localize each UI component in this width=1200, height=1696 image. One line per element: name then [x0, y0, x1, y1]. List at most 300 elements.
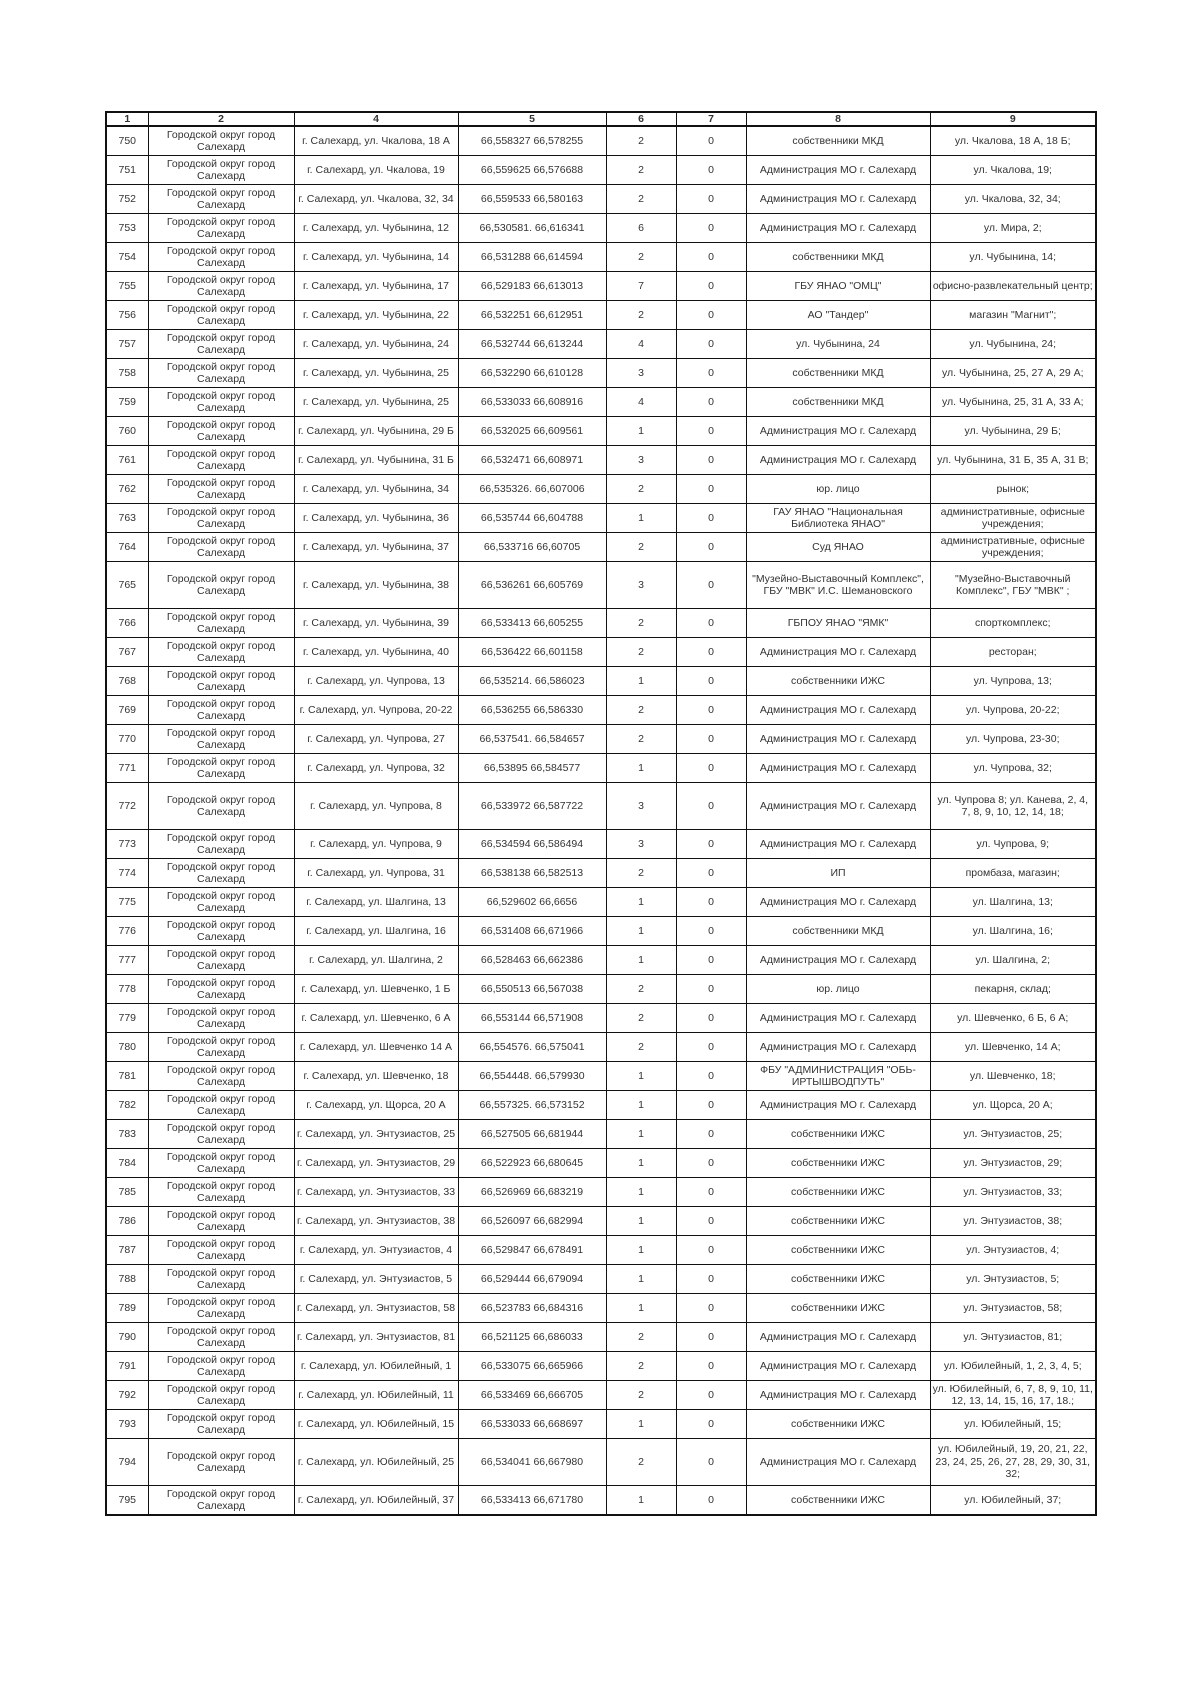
- cell-owner: ГАУ ЯНАО "Национальная Библиотека ЯНАО": [746, 504, 930, 533]
- cell-served-objects: ул. Энтузиастов, 5;: [930, 1265, 1096, 1294]
- cell-owner: Администрация МО г. Салехард: [746, 1033, 930, 1062]
- cell-address: г. Салехард, ул. Чубынина, 29 Б: [294, 417, 458, 446]
- table-row: [106, 1207, 1096, 1236]
- cell-owner: собственники МКД: [746, 917, 930, 946]
- cell-owner: собственники МКД: [746, 243, 930, 272]
- cell-coordinates: 66,529847 66,678491: [458, 1236, 606, 1265]
- document-page: [105, 111, 1095, 1516]
- cell-owner: Администрация МО г. Салехард: [746, 754, 930, 783]
- cell-served-objects: ул. Энтузиастов, 25;: [930, 1120, 1096, 1149]
- cell-containers-extra: 0: [676, 214, 746, 243]
- cell-served-objects: ул. Энтузиастов, 38;: [930, 1207, 1096, 1236]
- cell-served-objects: пекарня, склад;: [930, 975, 1096, 1004]
- cell-served-objects: административные, офисные учреждения;: [930, 533, 1096, 562]
- table-row: [106, 272, 1096, 301]
- cell-address: г. Салехард, ул. Юбилейный, 11: [294, 1381, 458, 1410]
- cell-served-objects: ул. Чубынина, 25, 27 А, 29 А;: [930, 359, 1096, 388]
- cell-served-objects: ул. Чупрова, 9;: [930, 830, 1096, 859]
- cell-served-objects: ул. Энтузиастов, 29;: [930, 1149, 1096, 1178]
- table-row: [106, 1149, 1096, 1178]
- cell-owner: собственники МКД: [746, 126, 930, 156]
- cell-municipality: Городской округ город Салехард: [148, 1062, 294, 1091]
- cell-containers-count: 1: [606, 917, 676, 946]
- cell-row-number: 771: [106, 754, 148, 783]
- cell-municipality: Городской округ город Салехард: [148, 1207, 294, 1236]
- cell-containers-extra: 0: [676, 330, 746, 359]
- cell-coordinates: 66,527505 66,681944: [458, 1120, 606, 1149]
- cell-municipality: Городской округ город Салехард: [148, 696, 294, 725]
- cell-municipality: Городской округ город Салехард: [148, 185, 294, 214]
- cell-municipality: Городской округ город Салехард: [148, 272, 294, 301]
- cell-coordinates: 66,533075 66,665966: [458, 1352, 606, 1381]
- cell-municipality: Городской округ город Салехард: [148, 946, 294, 975]
- table-row: [106, 1062, 1096, 1091]
- cell-address: г. Салехард, ул. Чупрова, 32: [294, 754, 458, 783]
- registry-table: [105, 111, 1097, 1516]
- cell-owner: собственники ИЖС: [746, 1410, 930, 1439]
- cell-containers-extra: 0: [676, 638, 746, 667]
- cell-served-objects: ул. Шалгина, 16;: [930, 917, 1096, 946]
- cell-municipality: Городской округ город Салехард: [148, 1178, 294, 1207]
- cell-coordinates: 66,533469 66,666705: [458, 1381, 606, 1410]
- table-row: [106, 126, 1096, 156]
- cell-containers-extra: 0: [676, 272, 746, 301]
- cell-containers-extra: 0: [676, 859, 746, 888]
- cell-containers-count: 2: [606, 533, 676, 562]
- cell-address: г. Салехард, ул. Энтузиастов, 38: [294, 1207, 458, 1236]
- cell-row-number: 753: [106, 214, 148, 243]
- cell-owner: собственники ИЖС: [746, 1265, 930, 1294]
- cell-owner: Администрация МО г. Салехард: [746, 725, 930, 754]
- cell-owner: АО "Тандер": [746, 301, 930, 330]
- cell-containers-extra: 0: [676, 1004, 746, 1033]
- table-row: [106, 417, 1096, 446]
- cell-containers-count: 2: [606, 243, 676, 272]
- cell-row-number: 759: [106, 388, 148, 417]
- cell-municipality: Городской округ город Салехард: [148, 1265, 294, 1294]
- cell-row-number: 773: [106, 830, 148, 859]
- cell-served-objects: ул. Чкалова, 32, 34;: [930, 185, 1096, 214]
- cell-address: г. Салехард, ул. Чупрова, 9: [294, 830, 458, 859]
- table-row: [106, 1236, 1096, 1265]
- cell-containers-count: 2: [606, 1004, 676, 1033]
- cell-owner: юр. лицо: [746, 975, 930, 1004]
- table-header: [106, 112, 1096, 126]
- cell-municipality: Городской округ город Салехард: [148, 667, 294, 696]
- cell-municipality: Городской округ город Салехард: [148, 1381, 294, 1410]
- cell-row-number: 764: [106, 533, 148, 562]
- cell-owner: Администрация МО г. Салехард: [746, 214, 930, 243]
- cell-row-number: 780: [106, 1033, 148, 1062]
- cell-row-number: 781: [106, 1062, 148, 1091]
- cell-address: г. Салехард, ул. Шалгина, 2: [294, 946, 458, 975]
- cell-containers-count: 2: [606, 185, 676, 214]
- cell-owner: Администрация МО г. Салехард: [746, 1439, 930, 1486]
- cell-address: г. Салехард, ул. Чупрова, 31: [294, 859, 458, 888]
- cell-row-number: 788: [106, 1265, 148, 1294]
- cell-coordinates: 66,554448. 66,579930: [458, 1062, 606, 1091]
- cell-containers-extra: 0: [676, 359, 746, 388]
- cell-coordinates: 66,538138 66,582513: [458, 859, 606, 888]
- cell-containers-count: 1: [606, 1236, 676, 1265]
- cell-municipality: Городской округ город Салехард: [148, 504, 294, 533]
- cell-served-objects: спорткомплекс;: [930, 609, 1096, 638]
- table-row: [106, 609, 1096, 638]
- cell-row-number: 778: [106, 975, 148, 1004]
- cell-containers-extra: 0: [676, 533, 746, 562]
- cell-row-number: 761: [106, 446, 148, 475]
- cell-served-objects: ул. Чупрова, 13;: [930, 667, 1096, 696]
- cell-served-objects: ул. Шевченко, 18;: [930, 1062, 1096, 1091]
- cell-address: г. Салехард, ул. Энтузиастов, 81: [294, 1323, 458, 1352]
- cell-coordinates: 66,532471 66,608971: [458, 446, 606, 475]
- cell-address: г. Салехард, ул. Чубынина, 25: [294, 388, 458, 417]
- cell-served-objects: ул. Чкалова, 19;: [930, 156, 1096, 185]
- cell-served-objects: ул. Юбилейный, 15;: [930, 1410, 1096, 1439]
- cell-containers-count: 2: [606, 1033, 676, 1062]
- cell-containers-extra: 0: [676, 1381, 746, 1410]
- cell-containers-extra: 0: [676, 1033, 746, 1062]
- cell-address: г. Салехард, ул. Шевченко, 1 Б: [294, 975, 458, 1004]
- table-row: [106, 446, 1096, 475]
- cell-served-objects: ул. Чубынина, 31 Б, 35 А, 31 В;: [930, 446, 1096, 475]
- table-row: [106, 1381, 1096, 1410]
- cell-containers-count: 1: [606, 1265, 676, 1294]
- cell-row-number: 777: [106, 946, 148, 975]
- cell-address: г. Салехард, ул. Чубынина, 12: [294, 214, 458, 243]
- cell-address: г. Салехард, ул. Энтузиастов, 5: [294, 1265, 458, 1294]
- table-row: [106, 185, 1096, 214]
- header-cell: 5: [458, 112, 606, 126]
- cell-municipality: Городской округ город Салехард: [148, 417, 294, 446]
- cell-coordinates: 66,526969 66,683219: [458, 1178, 606, 1207]
- cell-coordinates: 66,533972 66,587722: [458, 783, 606, 830]
- cell-municipality: Городской округ город Салехард: [148, 156, 294, 185]
- cell-served-objects: ул. Юбилейный, 37;: [930, 1486, 1096, 1516]
- cell-containers-extra: 0: [676, 243, 746, 272]
- cell-containers-count: 7: [606, 272, 676, 301]
- cell-coordinates: 66,557325. 66,573152: [458, 1091, 606, 1120]
- cell-containers-extra: 0: [676, 830, 746, 859]
- cell-coordinates: 66,550513 66,567038: [458, 975, 606, 1004]
- cell-containers-extra: 0: [676, 1149, 746, 1178]
- cell-municipality: Городской округ город Салехард: [148, 888, 294, 917]
- cell-served-objects: ул. Чупрова, 23-30;: [930, 725, 1096, 754]
- cell-address: г. Салехард, ул. Юбилейный, 25: [294, 1439, 458, 1486]
- table-row: [106, 504, 1096, 533]
- header-cell: 4: [294, 112, 458, 126]
- cell-containers-count: 1: [606, 1294, 676, 1323]
- cell-row-number: 786: [106, 1207, 148, 1236]
- cell-municipality: Городской округ город Салехард: [148, 754, 294, 783]
- cell-containers-extra: 0: [676, 754, 746, 783]
- cell-address: г. Салехард, ул. Шалгина, 16: [294, 917, 458, 946]
- cell-address: г. Салехард, ул. Чкалова, 32, 34: [294, 185, 458, 214]
- cell-containers-extra: 0: [676, 1062, 746, 1091]
- cell-address: г. Салехард, ул. Чубынина, 25: [294, 359, 458, 388]
- table-row: [106, 301, 1096, 330]
- cell-containers-count: 1: [606, 1149, 676, 1178]
- cell-municipality: Городской округ город Салехард: [148, 1091, 294, 1120]
- cell-municipality: Городской округ город Салехард: [148, 475, 294, 504]
- cell-coordinates: 66,522923 66,680645: [458, 1149, 606, 1178]
- cell-row-number: 782: [106, 1091, 148, 1120]
- cell-address: г. Салехард, ул. Чубынина, 36: [294, 504, 458, 533]
- cell-owner: Администрация МО г. Салехард: [746, 185, 930, 214]
- cell-served-objects: ул. Энтузиастов, 4;: [930, 1236, 1096, 1265]
- cell-municipality: Городской округ город Салехард: [148, 301, 294, 330]
- cell-coordinates: 66,553144 66,571908: [458, 1004, 606, 1033]
- cell-served-objects: ул. Чкалова, 18 А, 18 Б;: [930, 126, 1096, 156]
- cell-row-number: 763: [106, 504, 148, 533]
- cell-row-number: 754: [106, 243, 148, 272]
- cell-address: г. Салехард, ул. Чкалова, 19: [294, 156, 458, 185]
- cell-municipality: Городской округ город Салехард: [148, 243, 294, 272]
- cell-served-objects: ул. Шалгина, 2;: [930, 946, 1096, 975]
- cell-containers-count: 2: [606, 156, 676, 185]
- cell-municipality: Городской округ город Салехард: [148, 1323, 294, 1352]
- cell-address: г. Салехард, ул. Энтузиастов, 29: [294, 1149, 458, 1178]
- cell-containers-extra: 0: [676, 1323, 746, 1352]
- cell-address: г. Салехард, ул. Чубынина, 40: [294, 638, 458, 667]
- cell-row-number: 752: [106, 185, 148, 214]
- cell-served-objects: ул. Юбилейный, 1, 2, 3, 4, 5;: [930, 1352, 1096, 1381]
- cell-containers-count: 1: [606, 1091, 676, 1120]
- table-row: [106, 946, 1096, 975]
- cell-address: г. Салехард, ул. Чубынина, 37: [294, 533, 458, 562]
- cell-row-number: 769: [106, 696, 148, 725]
- cell-row-number: 794: [106, 1439, 148, 1486]
- cell-owner: Администрация МО г. Салехард: [746, 946, 930, 975]
- cell-served-objects: ул. Щорса, 20 А;: [930, 1091, 1096, 1120]
- cell-containers-count: 2: [606, 859, 676, 888]
- cell-coordinates: 66,529444 66,679094: [458, 1265, 606, 1294]
- cell-coordinates: 66,530581. 66,616341: [458, 214, 606, 243]
- cell-containers-count: 1: [606, 504, 676, 533]
- table-row: [106, 1033, 1096, 1062]
- cell-address: г. Салехард, ул. Юбилейный, 37: [294, 1486, 458, 1516]
- cell-containers-count: 3: [606, 359, 676, 388]
- cell-address: г. Салехард, ул. Шевченко 14 А: [294, 1033, 458, 1062]
- cell-coordinates: 66,532290 66,610128: [458, 359, 606, 388]
- cell-owner: Администрация МО г. Салехард: [746, 1004, 930, 1033]
- cell-owner: юр. лицо: [746, 475, 930, 504]
- cell-row-number: 791: [106, 1352, 148, 1381]
- table-row: [106, 1323, 1096, 1352]
- cell-address: г. Салехард, ул. Чубынина, 31 Б: [294, 446, 458, 475]
- table-row: [106, 330, 1096, 359]
- cell-containers-count: 1: [606, 417, 676, 446]
- cell-row-number: 760: [106, 417, 148, 446]
- table-row: [106, 1004, 1096, 1033]
- cell-coordinates: 66,523783 66,684316: [458, 1294, 606, 1323]
- cell-address: г. Салехард, ул. Энтузиастов, 4: [294, 1236, 458, 1265]
- cell-municipality: Городской округ город Салехард: [148, 330, 294, 359]
- cell-address: г. Салехард, ул. Энтузиастов, 33: [294, 1178, 458, 1207]
- cell-row-number: 793: [106, 1410, 148, 1439]
- cell-containers-count: 4: [606, 330, 676, 359]
- cell-municipality: Городской округ город Салехард: [148, 1236, 294, 1265]
- cell-served-objects: ресторан;: [930, 638, 1096, 667]
- cell-served-objects: ул. Энтузиастов, 58;: [930, 1294, 1096, 1323]
- table-row: [106, 917, 1096, 946]
- cell-containers-extra: 0: [676, 417, 746, 446]
- cell-municipality: Городской округ город Салехард: [148, 917, 294, 946]
- table-row: [106, 754, 1096, 783]
- cell-municipality: Городской округ город Салехард: [148, 1352, 294, 1381]
- cell-containers-extra: 0: [676, 1178, 746, 1207]
- cell-containers-extra: 0: [676, 504, 746, 533]
- cell-containers-count: 2: [606, 1323, 676, 1352]
- cell-containers-extra: 0: [676, 1439, 746, 1486]
- cell-owner: Администрация МО г. Салехард: [746, 1352, 930, 1381]
- table-row: [106, 1439, 1096, 1486]
- cell-row-number: 768: [106, 667, 148, 696]
- cell-served-objects: административные, офисные учреждения;: [930, 504, 1096, 533]
- cell-municipality: Городской округ город Салехард: [148, 562, 294, 609]
- cell-coordinates: 66,558327 66,578255: [458, 126, 606, 156]
- cell-served-objects: ул. Чупрова, 20-22;: [930, 696, 1096, 725]
- table-row: [106, 888, 1096, 917]
- cell-coordinates: 66,532251 66,612951: [458, 301, 606, 330]
- cell-containers-count: 2: [606, 1352, 676, 1381]
- table-row: [106, 1120, 1096, 1149]
- cell-municipality: Городской округ город Салехард: [148, 1149, 294, 1178]
- cell-address: г. Салехард, ул. Чупрова, 20-22: [294, 696, 458, 725]
- table-row: [106, 859, 1096, 888]
- cell-coordinates: 66,533413 66,671780: [458, 1486, 606, 1516]
- cell-row-number: 775: [106, 888, 148, 917]
- cell-containers-extra: 0: [676, 725, 746, 754]
- cell-containers-count: 1: [606, 1178, 676, 1207]
- cell-containers-count: 1: [606, 946, 676, 975]
- cell-row-number: 770: [106, 725, 148, 754]
- cell-containers-extra: 0: [676, 185, 746, 214]
- cell-address: г. Салехард, ул. Чкалова, 18 А: [294, 126, 458, 156]
- table-row: [106, 725, 1096, 754]
- cell-containers-extra: 0: [676, 562, 746, 609]
- cell-containers-count: 4: [606, 388, 676, 417]
- cell-coordinates: 66,536422 66,601158: [458, 638, 606, 667]
- table-row: [106, 243, 1096, 272]
- cell-containers-extra: 0: [676, 888, 746, 917]
- cell-containers-count: 1: [606, 1207, 676, 1236]
- cell-owner: собственники ИЖС: [746, 1294, 930, 1323]
- cell-municipality: Городской округ город Салехард: [148, 609, 294, 638]
- cell-containers-count: 2: [606, 696, 676, 725]
- cell-containers-extra: 0: [676, 1352, 746, 1381]
- cell-coordinates: 66,533033 66,668697: [458, 1410, 606, 1439]
- table-row: [106, 214, 1096, 243]
- cell-containers-extra: 0: [676, 667, 746, 696]
- cell-containers-count: 2: [606, 301, 676, 330]
- header-cell: 1: [106, 112, 148, 126]
- cell-row-number: 792: [106, 1381, 148, 1410]
- cell-coordinates: 66,528463 66,662386: [458, 946, 606, 975]
- cell-served-objects: офисно-развлекательный центр;: [930, 272, 1096, 301]
- cell-municipality: Городской округ город Салехард: [148, 533, 294, 562]
- cell-owner: собственники ИЖС: [746, 1207, 930, 1236]
- cell-owner: собственники ИЖС: [746, 1486, 930, 1516]
- cell-served-objects: промбаза, магазин;: [930, 859, 1096, 888]
- cell-coordinates: 66,533033 66,608916: [458, 388, 606, 417]
- cell-row-number: 772: [106, 783, 148, 830]
- cell-row-number: 766: [106, 609, 148, 638]
- cell-municipality: Городской округ город Салехард: [148, 1004, 294, 1033]
- cell-municipality: Городской округ город Салехард: [148, 975, 294, 1004]
- cell-municipality: Городской округ город Салехард: [148, 830, 294, 859]
- cell-served-objects: магазин "Магнит";: [930, 301, 1096, 330]
- cell-municipality: Городской округ город Салехард: [148, 1410, 294, 1439]
- table-row: [106, 533, 1096, 562]
- cell-municipality: Городской округ город Салехард: [148, 725, 294, 754]
- cell-containers-count: 1: [606, 1120, 676, 1149]
- cell-municipality: Городской округ город Салехард: [148, 446, 294, 475]
- cell-containers-count: 1: [606, 1486, 676, 1516]
- cell-containers-count: 2: [606, 1381, 676, 1410]
- cell-owner: ИП: [746, 859, 930, 888]
- cell-containers-extra: 0: [676, 1207, 746, 1236]
- cell-row-number: 783: [106, 1120, 148, 1149]
- cell-coordinates: 66,529183 66,613013: [458, 272, 606, 301]
- cell-containers-count: 3: [606, 830, 676, 859]
- cell-owner: собственники ИЖС: [746, 1178, 930, 1207]
- cell-row-number: 750: [106, 126, 148, 156]
- cell-municipality: Городской округ город Салехард: [148, 388, 294, 417]
- cell-row-number: 767: [106, 638, 148, 667]
- cell-coordinates: 66,529602 66,6656: [458, 888, 606, 917]
- cell-address: г. Салехард, ул. Чубынина, 39: [294, 609, 458, 638]
- cell-row-number: 789: [106, 1294, 148, 1323]
- cell-containers-extra: 0: [676, 1236, 746, 1265]
- table-row: [106, 830, 1096, 859]
- cell-containers-extra: 0: [676, 301, 746, 330]
- cell-address: г. Салехард, ул. Чубынина, 22: [294, 301, 458, 330]
- cell-served-objects: ул. Чупрова, 32;: [930, 754, 1096, 783]
- cell-containers-extra: 0: [676, 696, 746, 725]
- cell-coordinates: 66,531288 66,614594: [458, 243, 606, 272]
- header-cell: 7: [676, 112, 746, 126]
- cell-owner: Администрация МО г. Салехард: [746, 156, 930, 185]
- header-cell: 2: [148, 112, 294, 126]
- table-row: [106, 1486, 1096, 1516]
- cell-containers-count: 1: [606, 667, 676, 696]
- cell-containers-count: 1: [606, 888, 676, 917]
- cell-containers-extra: 0: [676, 609, 746, 638]
- cell-containers-extra: 0: [676, 446, 746, 475]
- cell-coordinates: 66,53895 66,584577: [458, 754, 606, 783]
- cell-coordinates: 66,535214. 66,586023: [458, 667, 606, 696]
- cell-address: г. Салехард, ул. Чупрова, 27: [294, 725, 458, 754]
- cell-containers-count: 1: [606, 1410, 676, 1439]
- cell-municipality: Городской округ город Салехард: [148, 359, 294, 388]
- cell-owner: Администрация МО г. Салехард: [746, 417, 930, 446]
- cell-served-objects: ул. Шалгина, 13;: [930, 888, 1096, 917]
- table-row: [106, 156, 1096, 185]
- cell-row-number: 757: [106, 330, 148, 359]
- header-cell: 8: [746, 112, 930, 126]
- cell-coordinates: 66,535744 66,604788: [458, 504, 606, 533]
- cell-owner: собственники МКД: [746, 359, 930, 388]
- cell-served-objects: ул. Чубынина, 14;: [930, 243, 1096, 272]
- cell-municipality: Городской округ город Салехард: [148, 1439, 294, 1486]
- cell-address: г. Салехард, ул. Шалгина, 13: [294, 888, 458, 917]
- cell-address: г. Салехард, ул. Чубынина, 24: [294, 330, 458, 359]
- cell-served-objects: "Музейно-Выставочный Комплекс", ГБУ "МВК" ;: [930, 562, 1096, 609]
- cell-containers-extra: 0: [676, 156, 746, 185]
- cell-coordinates: 66,534594 66,586494: [458, 830, 606, 859]
- cell-address: г. Салехард, ул. Щорса, 20 А: [294, 1091, 458, 1120]
